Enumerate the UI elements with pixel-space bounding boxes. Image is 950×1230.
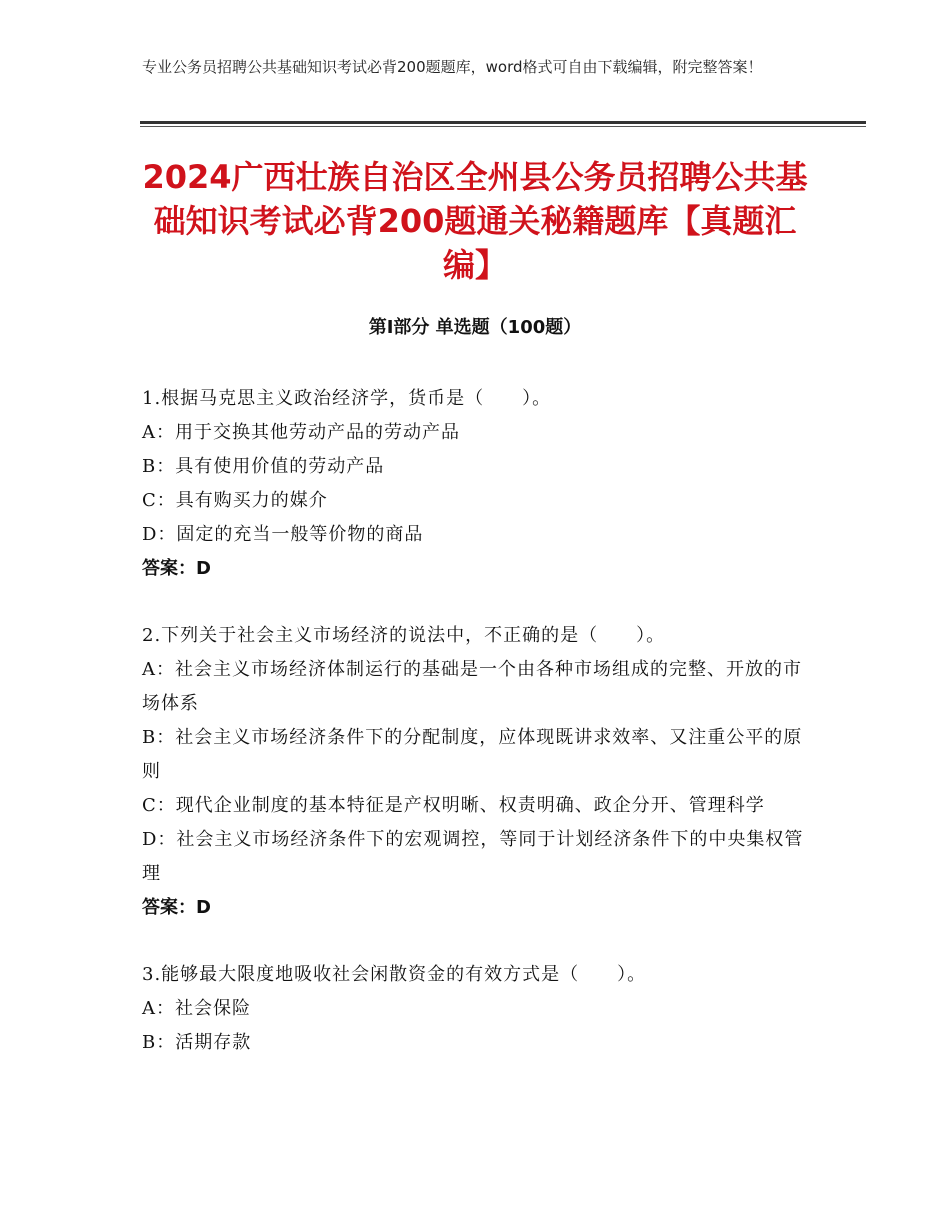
option-b: B：活期存款 <box>142 1032 252 1053</box>
header-divider <box>140 121 866 124</box>
option-b: B：具有使用价值的劳动产品 <box>142 456 385 477</box>
option-a: A：社会保险 <box>142 998 251 1019</box>
option-b: B：社会主义市场经济条件下的分配制度，应体现既讲求效率、又注重公平的原则 <box>142 727 803 782</box>
option-c: C：现代企业制度的基本特征是产权明晰、权责明确、政企分开、管理科学 <box>142 795 765 816</box>
header-divider-thin <box>140 126 866 127</box>
answer-line: 答案：D <box>142 558 211 579</box>
option-a: A：用于交换其他劳动产品的劳动产品 <box>142 422 460 443</box>
option-d: D：社会主义市场经济条件下的宏观调控，等同于计划经济条件下的中央集权管理 <box>142 829 804 884</box>
question-2 <box>142 619 808 925</box>
question-stem: 1.根据马克思主义政治经济学，货币是（ ）。 <box>142 388 552 409</box>
question-1 <box>142 382 808 586</box>
option-a: A：社会主义市场经济体制运行的基础是一个由各种市场组成的完整、开放的市场体系 <box>142 659 802 714</box>
question-3 <box>142 958 808 1060</box>
question-list <box>142 382 808 1093</box>
question-stem: 2.下列关于社会主义市场经济的说法中，不正确的是（ ）。 <box>142 625 666 646</box>
header-note: 专业公务员招聘公共基础知识考试必背200题题库，word格式可自由下载编辑，附完整答案！ <box>142 58 763 76</box>
answer-line: 答案：D <box>142 897 211 918</box>
option-d: D：固定的充当一般等价物的商品 <box>142 524 424 545</box>
question-stem: 3.能够最大限度地吸收社会闲散资金的有效方式是（ ）。 <box>142 964 647 985</box>
section-title: 第Ⅰ部分 单选题（100题） <box>368 317 582 338</box>
option-c: C：具有购买力的媒介 <box>142 490 328 511</box>
document-title: 2024广西壮族自治区全州县公务员招聘公共基础知识考试必背200题通关秘籍题库【真题汇编】 <box>142 158 808 284</box>
